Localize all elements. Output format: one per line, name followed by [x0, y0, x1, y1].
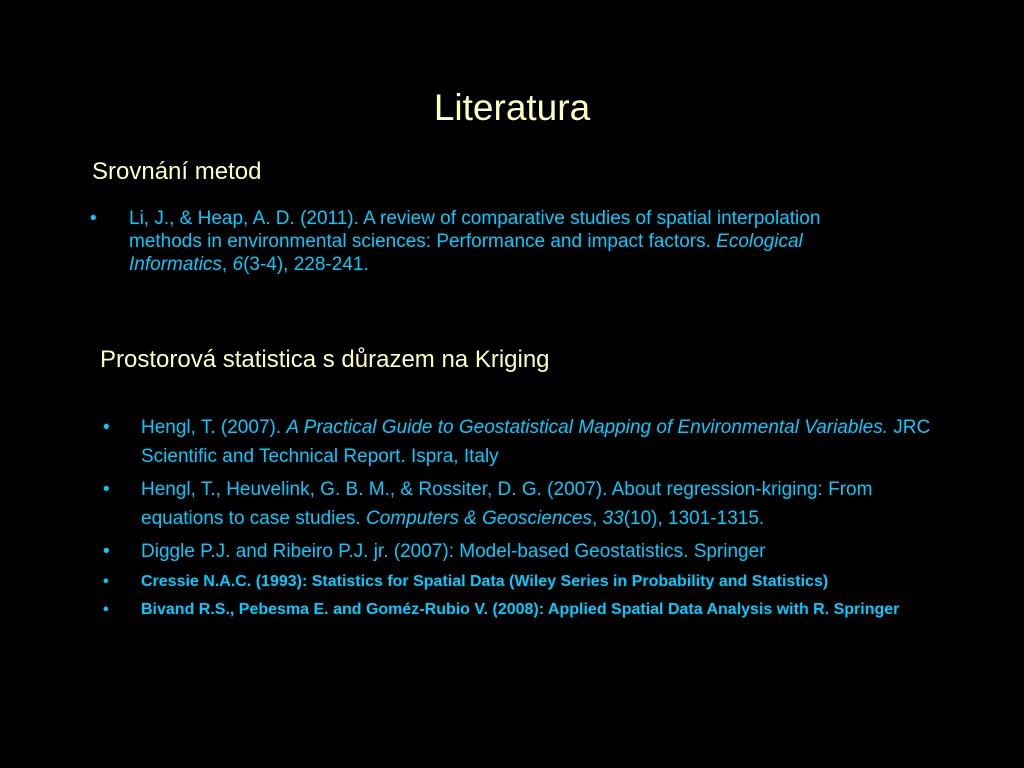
reference-pages: (3-4), 228-241. — [243, 254, 369, 275]
reference-text: Li, J., & Heap, A. D. (2011). A review of comparative studies of spatial interpolation methods in environmental sciences: Performance and impact factors. — [129, 208, 821, 252]
section-heading-spatial-statistics: Prostorová statistica s důrazem na Kriging — [100, 346, 550, 373]
reference-item — [103, 570, 943, 593]
bullet-icon: • — [103, 601, 109, 618]
reference-item — [103, 475, 943, 533]
journal-volume: 33 — [602, 508, 624, 529]
journal-name: Ecological Informatics — [129, 231, 803, 275]
bullet-icon: • — [103, 541, 110, 562]
reference-text: Diggle P.J. and Ribeiro P.J. jr. (2007): Model-based Geostatistics. Springer — [141, 541, 766, 562]
section-heading-methods-comparison: Srovnání metod — [92, 158, 262, 185]
reference-publisher: JRC Scientific and Technical Report. Ispra, Italy — [141, 417, 931, 467]
reference-list-spatial-statistics — [103, 413, 943, 626]
reference-item — [103, 598, 943, 621]
bullet-icon: • — [90, 208, 97, 229]
bullet-icon: • — [103, 573, 109, 590]
bullet-icon: • — [103, 417, 110, 438]
bullet-icon: • — [103, 479, 110, 500]
book-title: A Practical Guide to Geostatistical Mapping of Environmental Variables. — [286, 417, 889, 438]
reference-item — [103, 413, 943, 471]
reference-pages: (10), 1301-1315. — [623, 508, 765, 529]
reference-text: Hengl, T., Heuvelink, G. B. M., & Rossiter, D. G. (2007). About regression-kriging: From equations to case studies. — [141, 479, 873, 529]
reference-text: Hengl, T. (2007). — [141, 417, 287, 438]
reference-separator: , — [591, 508, 603, 529]
reference-item — [90, 207, 890, 276]
journal-name: Computers & Geosciences — [365, 508, 592, 529]
reference-item — [103, 537, 943, 566]
journal-volume: 6 — [232, 254, 244, 275]
reference-list-methods-comparison — [90, 207, 890, 276]
reference-text: Cressie N.A.C. (1993): Statistics for Spatial Data (Wiley Series in Probability and Statistics) — [141, 573, 829, 590]
slide-title: Literatura — [433, 87, 591, 128]
reference-separator: , — [221, 254, 233, 275]
reference-text: Bivand R.S., Pebesma E. and Goméz-Rubio V. (2008): Applied Spatial Data Analysis with R. Springer — [141, 601, 900, 618]
